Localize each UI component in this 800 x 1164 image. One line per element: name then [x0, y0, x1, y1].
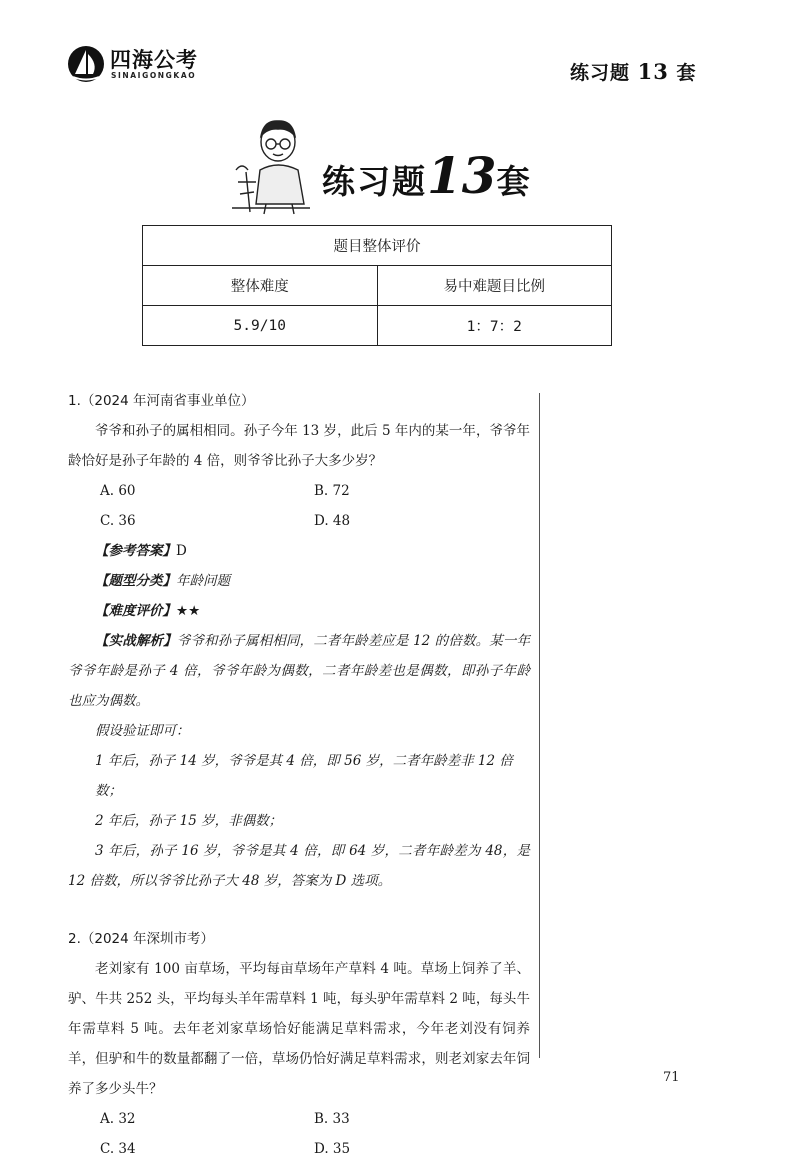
page-title-prefix: 练习题 — [322, 162, 427, 201]
margin-divider — [539, 393, 540, 1058]
analysis-paragraph — [68, 626, 530, 716]
header-title-suffix: 套 — [676, 62, 697, 84]
mascot-illustration-icon — [226, 112, 316, 217]
page-title — [322, 146, 532, 205]
option-b: B. 33 — [314, 1111, 350, 1127]
type-line — [68, 566, 530, 596]
question-heading: 2.（2024 年深圳市考） — [68, 931, 215, 947]
option-row — [68, 1134, 530, 1164]
type-value: 年龄问题 — [176, 573, 230, 589]
answer-line — [68, 536, 530, 566]
evaluation-table — [142, 225, 612, 346]
option-row — [68, 476, 530, 506]
page-number: 71 — [663, 1070, 680, 1085]
analysis-line: 2 年后，孙子 15 岁，非偶数； — [95, 813, 283, 829]
difficulty-tag: 【难度评价】 — [95, 603, 176, 619]
analysis-text: 爷爷和孙子属相相同，二者年龄差应是 12 的倍数。某一年爷爷年龄是孙子 4 倍，爷爷年龄为偶数，二者年龄差也是偶数，即孙子年龄也应为偶数。 — [68, 633, 531, 709]
difficulty-line — [68, 596, 530, 626]
evaluation-caption: 题目整体评价 — [143, 226, 612, 266]
header-title-number: 13 — [637, 59, 669, 84]
header-title-prefix: 练习题 — [570, 62, 631, 84]
table-row — [143, 266, 612, 306]
option-b: B. 72 — [314, 483, 350, 499]
page-title-number: 13 — [427, 146, 497, 205]
option-a: A. 32 — [100, 1111, 136, 1127]
analysis-conclusion: 3 年后，孙子 16 岁，爷爷是其 4 倍，即 64 岁，二者年龄差为 48，是 12 倍数，所以爷爷比孙子大 48 岁，答案为 D 选项。 — [68, 843, 530, 889]
difficulty-stars: ★★ — [176, 603, 201, 619]
header-title — [570, 58, 697, 85]
option-a: A. 60 — [100, 483, 136, 499]
question-list — [68, 386, 530, 1164]
question-stem: 爷爷和孙子的属相相同。孙子今年 13 岁，此后 5 年内的某一年，爷爷年龄恰好是孙子年龄的 4 倍，则爷爷比孙子大多少岁？ — [68, 423, 530, 469]
difficulty-header: 整体难度 — [143, 266, 378, 306]
option-c: C. 36 — [100, 513, 136, 529]
question-2 — [68, 924, 530, 1164]
option-row — [68, 1104, 530, 1134]
logo-text: 四海公考 — [110, 48, 198, 72]
sailboat-logo-icon — [66, 44, 106, 84]
question-1 — [68, 386, 530, 896]
answer-tag: 【参考答案】 — [95, 543, 176, 559]
question-heading: 1.（2024 年河南省事业单位） — [68, 393, 255, 409]
ratio-value: 1：7：2 — [377, 306, 612, 346]
answer-value: D — [176, 543, 187, 559]
table-row — [143, 226, 612, 266]
option-d: D. 48 — [314, 513, 351, 529]
difficulty-value: 5.9/10 — [143, 306, 378, 346]
ratio-header: 易中难题目比例 — [377, 266, 612, 306]
analysis-tag: 【实战解析】 — [95, 633, 177, 649]
analysis-line: 假设验证即可： — [95, 723, 190, 739]
type-tag: 【题型分类】 — [95, 573, 176, 589]
question-stem: 老刘家有 100 亩草场，平均每亩草场年产草料 4 吨。草场上饲养了羊、驴、牛共 252 头，平均每头羊年需草料 1 吨，每头驴年需草料 2 吨，每头牛年需草料 5 吨。去年老刘家草场恰好能满足草料需求，今年老刘没有饲养羊，但驴和牛的数量都翻了一倍，草场仍恰好满足草料需求，则老刘家去年饲养了多少头牛？ — [68, 961, 530, 1097]
option-c: C. 34 — [100, 1141, 136, 1157]
page-title-suffix: 套 — [496, 162, 532, 201]
option-row — [68, 506, 530, 536]
table-row — [143, 306, 612, 346]
analysis-line: 1 年后，孙子 14 岁，爷爷是其 4 倍，即 56 岁，二者年龄差非 12 倍数； — [95, 753, 513, 799]
logo-subtext: SINAIGONGKAO — [111, 71, 197, 80]
option-d: D. 35 — [314, 1141, 351, 1157]
